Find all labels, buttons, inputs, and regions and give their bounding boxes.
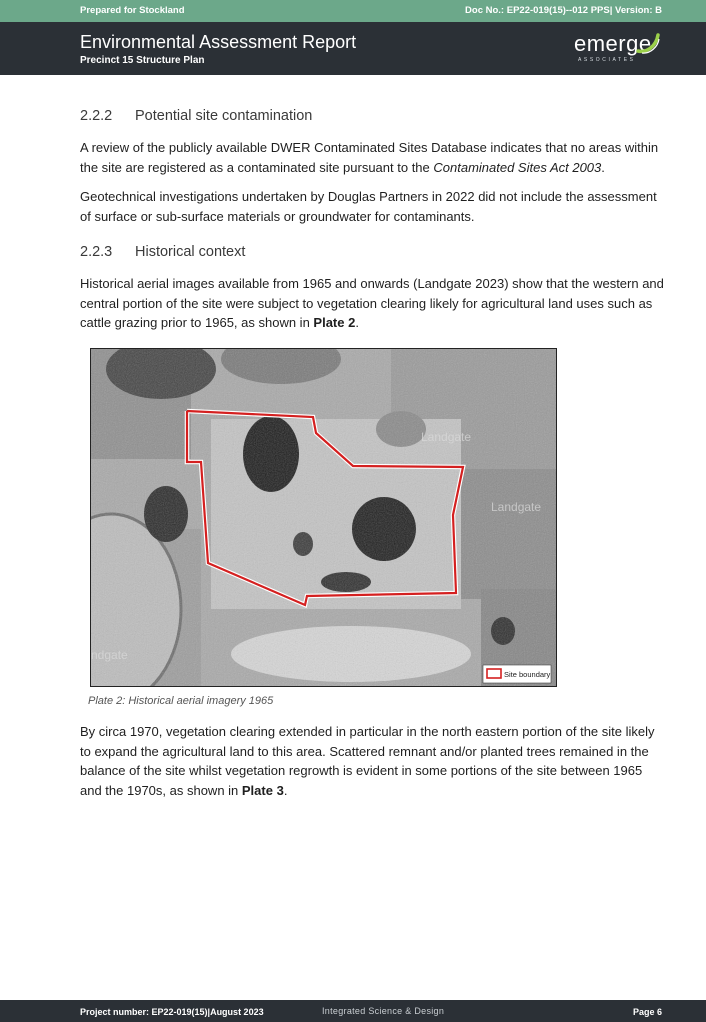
paragraph-clearing-1970 (80, 722, 665, 800)
paragraph-contamination-review (80, 138, 665, 177)
logo-wordmark: emerge (574, 31, 652, 56)
report-header (0, 22, 706, 75)
text-run: . (283, 782, 288, 798)
section-number: 2.2.3 (80, 244, 113, 260)
doc-number: Doc No.: EP22-019(15)--012 PPS| Version: B (465, 5, 662, 16)
act-name: Contaminated Sites Act 2003 (433, 159, 602, 175)
page-number: Page 6 (632, 1007, 662, 1017)
text-run: By circa 1970, vegetation clearing extended in particular in the north eastern portion of the site likely to expand the agricultural land to this area. Scattered remnant and/or planted trees remained in the balance of the site whilst vegetation regrowth is evident in some portions of the site between 1965 and the 1970s, as shown in (80, 724, 655, 798)
project-number: Project number: EP22-019(15)|August 2023 (80, 1007, 264, 1017)
text-run: A review of the publicly available DWER Contaminated Sites Database indicates that no areas within the site are registered as a contaminated site pursuant to the (80, 140, 659, 175)
page-footer (0, 1000, 706, 1022)
paragraph-historical-aerial (80, 274, 665, 333)
top-bar (0, 0, 706, 22)
aerial-photo (91, 349, 557, 687)
main-content (80, 108, 665, 343)
logo-associates: ASSOCIATES (578, 57, 636, 63)
section-heading-historical (80, 244, 665, 260)
logo-swoosh-icon (632, 29, 662, 59)
plate-reference: Plate 2 (313, 315, 356, 330)
watermark: Landgate (491, 500, 542, 514)
content-continued (80, 722, 665, 810)
watermark: Landgate (421, 430, 472, 444)
report-title: Environmental Assessment Report (80, 32, 357, 52)
plate-reference: Plate 3 (241, 782, 284, 798)
section-title: Historical context (135, 244, 246, 260)
paragraph-geotechnical: Geotechnical investigations undertaken by Douglas Partners in 2022 did not include the assessment of surface or sub-surface materials or groundwater for contaminants. (80, 189, 657, 224)
section-heading-contamination (80, 108, 665, 124)
text-run: . (355, 315, 359, 330)
section-title: Potential site contamination (135, 108, 313, 124)
report-subtitle: Precinct 15 Structure Plan (80, 55, 205, 66)
legend-swatch (487, 669, 501, 678)
legend-label: Site boundary (504, 670, 551, 679)
figure-caption: Plate 2: Historical aerial imagery 1965 (88, 695, 274, 707)
aerial-image-1965 (90, 348, 557, 687)
emerge-logo (572, 31, 662, 67)
prepared-for: Prepared for Stockland (80, 5, 185, 16)
section-number: 2.2.2 (80, 108, 113, 124)
text-run: Historical aerial images available from 1965 and onwards (Landgate 2023) show that the western and central portion of the site were subject to vegetation clearing likely for agricultural land uses such as cattle grazing prior to 1965, as shown in (80, 276, 664, 330)
text-run: . (601, 159, 605, 175)
footer-tagline: Integrated Science & Design (322, 1006, 445, 1016)
watermark: ndgate (91, 648, 128, 662)
